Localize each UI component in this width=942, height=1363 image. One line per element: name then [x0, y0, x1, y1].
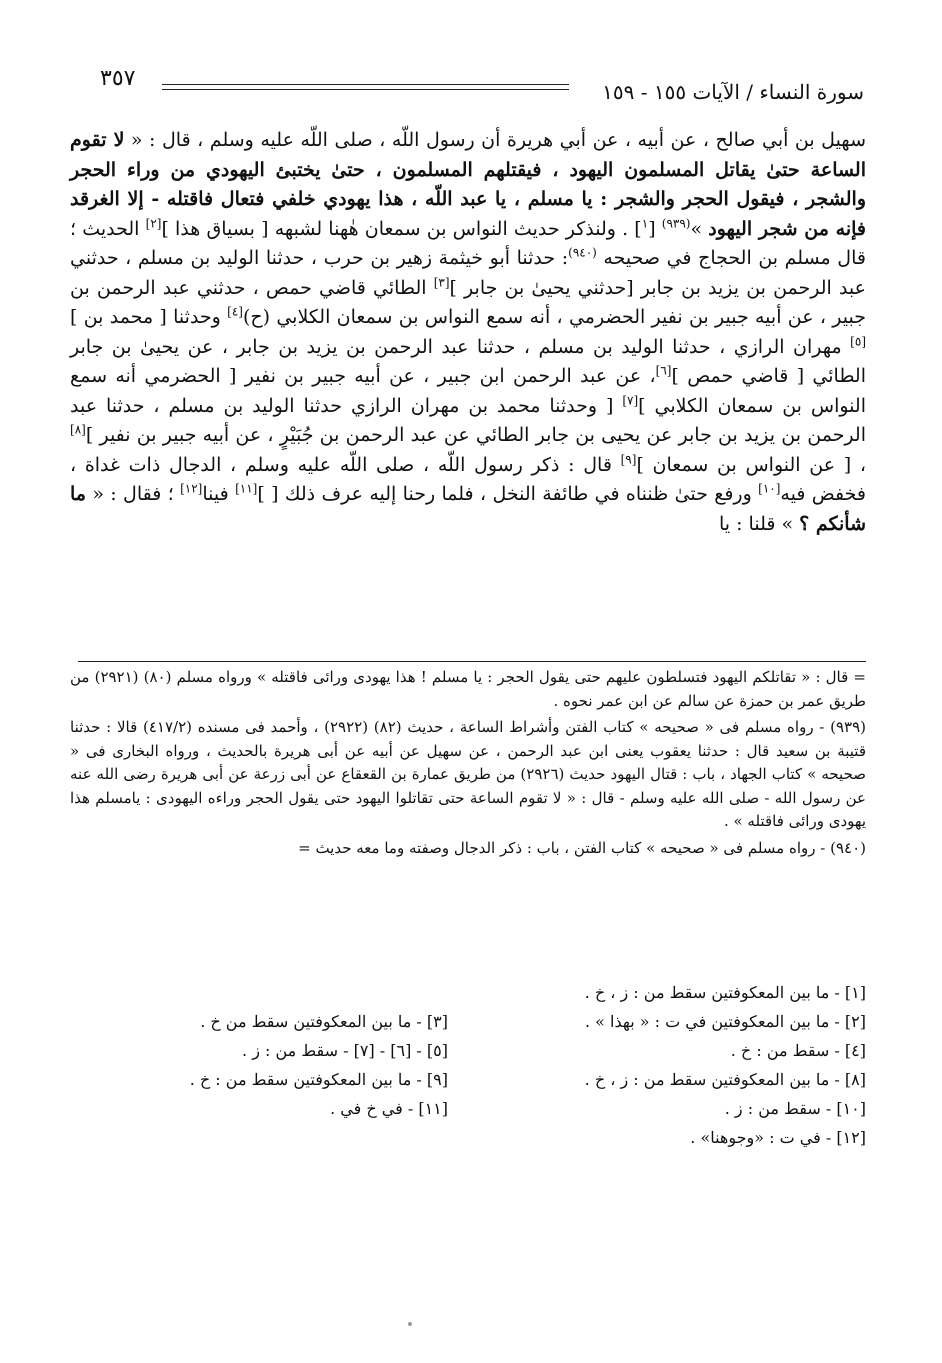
variant-note: [٥] - [٦] - [٧] - سقط من : ز .: [242, 1041, 448, 1060]
variant-note: [٨] - ما بين المعكوفتين سقط من : ز ، خ .: [584, 1070, 866, 1089]
variant-note: [١٠] - سقط من : ز .: [724, 1099, 866, 1118]
variant-note: [78, 978, 448, 1007]
footnote-ref: (٩٤٠): [568, 245, 597, 260]
main-text: [70, 126, 866, 539]
text-run: [ وحدثنا محمد بن مهران الرازي حدثنا الوليد بن مسلم ، حدثنا عبد الرحمن بن يزيد بن جابر عن يحيى بن جابر الطائي عن عبد الرحمن بن جُبَيْرٍ ، عن أبيه جبير بن نفير ]: [70, 394, 866, 446]
variant-note: [٢] - ما بين المعكوفتين في ت : « بهذا » .: [585, 1012, 866, 1031]
footnote-ref: [١٠]: [758, 481, 781, 496]
text-run: ، عن عبد الرحمن ابن جبير ، عن أبيه جبير بن نفير [ الحضرمي أنه سمع النواس بن سمعان الكلابي ]: [70, 365, 866, 417]
page-dot: [408, 1322, 412, 1326]
commentary-notes: [70, 666, 866, 863]
footnote-ref: [١٢]: [180, 481, 203, 496]
variant-note: [١١] - في خ في .: [330, 1099, 448, 1118]
text-run: وحدثنا [ محمد بن ]: [70, 306, 228, 328]
note-item: (٩٤٠) - رواه مسلم فى « صحيحه » كتاب الفتن ، باب : ذكر الدجال وصفته وما معه حديث =: [298, 838, 866, 857]
footnote-ref: ١: [641, 216, 649, 231]
footnote-separator: [78, 661, 866, 662]
variant-note: [٩] - ما بين المعكوفتين سقط من : خ .: [189, 1070, 448, 1089]
note-item: = قال : « تقاتلكم اليهود فتسلطون عليهم حتى يقول الحجر : يا مسلم ! هذا يهودى ورائى فاقتله » ورواه مسلم (٨٠) (٢٩٢١) من طريق عمر بن حمزة عن سالم عن ابن عمر نحوه .: [70, 668, 866, 710]
hadith-text: لا تقوم الساعة حتىٰ يقاتل المسلمون اليهود ، فيقتلهم المسلمون ، حتىٰ يختبئ اليهودي من وراء الحجر والشجر ، فيقول الحجر والشجر : يا مسلم ، يا عبد اللّه ، هذا يهودي خلفي فتعال فاقتله - إلا الغرقد فإنه من شجر اليهود: [70, 129, 866, 240]
note-item: (٩٣٩) - رواه مسلم فى « صحيحه » كتاب الفتن وأشراط الساعة ، حديث (٨٢) (٢٩٢٢) ، وأحمد فى مسنده (٤١٧/٢) قالا : حدثنا قتيبة بن سعيد قال : حدثنا يعقوب يعنى ابن عبد الرحمن ، عن سهيل عن أبيه عن أبى هريرة بالحديث ، ورواه البخارى فى « صحيحه » كتاب الجهاد ، باب : قتال اليهود حديث (٢٩٢٦) من طريق عمارة بن القعقاع عن أبى زرعة عن أبى هريرة رضى الله عنه عن رسول الله - صلى الله عليه وسلم - قال : « لا تقوم الساعة حتى تقاتلوا اليهود حتى يقول الحجر وراءه اليهودى : يامسلم هذا يهودى ورائى فاقتله » .: [70, 718, 866, 830]
footnote-ref: [٨]: [70, 422, 86, 437]
footnote-ref: [١١]: [235, 481, 258, 496]
text-run: ] . ولنذكر حديث النواس بن سمعان هٰهنا لشبهه [ بسياق هذا ]: [161, 217, 642, 240]
text-run: الحديث ؛ قال مسلم بن الحجاج في صحيحه: [70, 217, 866, 269]
manuscript-variants: [70, 978, 866, 1152]
variant-row: [70, 1007, 866, 1036]
text-run: [: [648, 217, 662, 240]
variant-note: [٣] - ما بين المعكوفتين سقط من خ .: [200, 1012, 448, 1031]
text-run: : حدثنا أبو خيثمة زهير بن حرب ، حدثنا الوليد بن مسلم ، حدثني عبد الرحمن بن يزيد بن جابر [حدثني يحيىٰ بن جابر ]: [70, 247, 866, 299]
variant-row: [70, 1123, 866, 1152]
header-rule-thin: [162, 89, 569, 90]
variant-row: [70, 1065, 866, 1094]
footnote-ref: [٥]: [850, 334, 866, 349]
text-run: ، [ عن النواس بن سمعان ]: [636, 453, 866, 476]
footnote-ref: [٣]: [433, 275, 450, 290]
text-run: الطائي قاضي حمص ، حدثني عبد الرحمن بن جبير ، عن أبيه جبير بن نفير الحضرمي ، أنه سمع النواس بن سمعان الكلابي (ح): [70, 276, 866, 328]
text-run: مهران الرازي ، حدثنا الوليد بن مسلم ، حدثنا عبد الرحمن بن يزيد بن جابر ، عن يحيىٰ بن جابر الطائي [ قاضي حمص ]: [70, 335, 866, 387]
hadith-text: ما شأنكم ؟: [70, 483, 866, 535]
text-run: ورفع حتىٰ ظنناه في طائفة النخل ، فلما رحنا إليه عرف ذلك [ ]: [257, 483, 759, 505]
footnote-ref: [٤]: [227, 304, 243, 319]
page-header: [100, 64, 864, 112]
text-run: ؛ فقال : «: [85, 483, 181, 505]
footnote-ref: [٧]: [622, 393, 639, 408]
text-run: فينا: [202, 483, 236, 505]
text-run: »: [690, 217, 709, 240]
variant-row: [70, 1094, 866, 1123]
page-number: ٣٥٧: [100, 66, 136, 91]
main-paragraph: [70, 126, 866, 539]
footnote-ref: [٩]: [620, 452, 637, 467]
footnote-ref: (٩٣٩): [661, 216, 691, 231]
variant-row: [70, 978, 866, 1007]
text-run: سهيل بن أبي صالح ، عن أبيه ، عن أبي هريرة أن رسول اللّه ، صلى اللّه عليه وسلم ، قال : «: [124, 129, 866, 151]
footnote-ref: [٢]: [145, 216, 162, 231]
variant-note: [١] - ما بين المعكوفتين سقط من : ز ، خ .: [584, 983, 866, 1002]
variant-note: [٤] - سقط من : خ .: [730, 1041, 866, 1060]
variant-note: [78, 1123, 448, 1152]
footnote-ref: [٦]: [655, 363, 672, 378]
surah-title: سورة النساء / الآيات ١٥٥ - ١٥٩: [602, 80, 864, 104]
text-run: قال : ذكر رسول اللّه ، صلى اللّه عليه وسلم ، الدجال ذات غداة ، فخفض فيه: [70, 453, 866, 505]
text-run: » قلنا : يا: [719, 512, 800, 535]
header-rule: [162, 84, 569, 85]
variant-note: [١٢] - في ت : «وجوهنا» .: [690, 1128, 866, 1147]
variant-row: [70, 1036, 866, 1065]
